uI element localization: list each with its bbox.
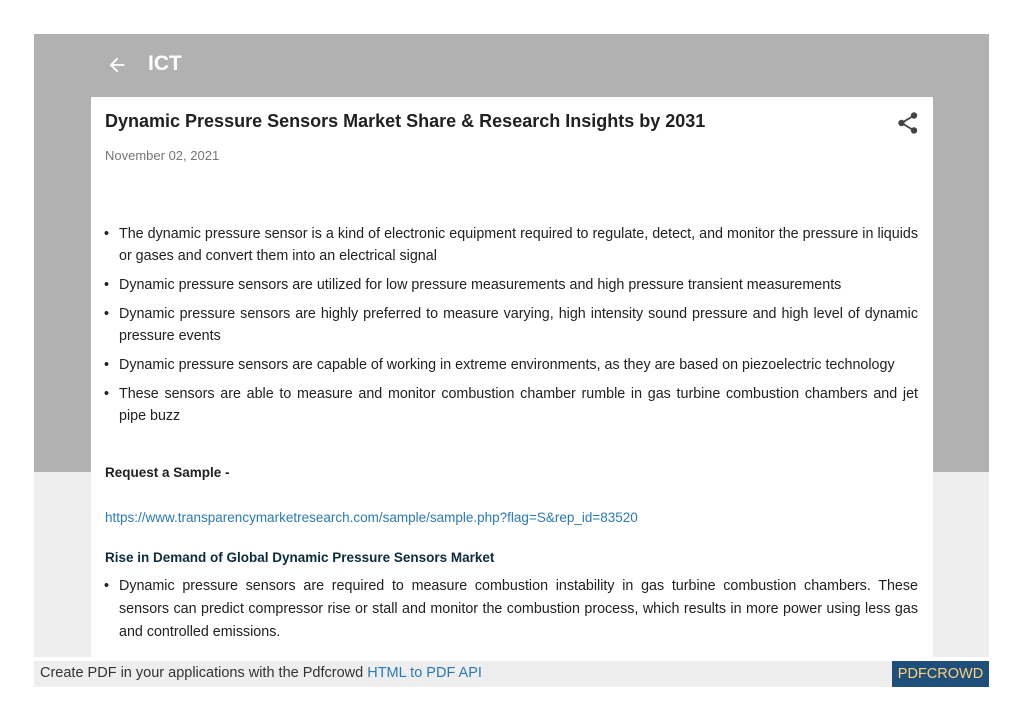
pdfcrowd-badge[interactable]: PDFCROWD [892,661,989,687]
sample-link[interactable]: https://www.transparencymarketresearch.com/sample/sample.php?flag=S&rep_id=83520 [105,510,638,525]
list-item: • Dynamic pressure sensors are utilized for low pressure measurements and high pressure transient measurements [119,274,918,296]
section-bullet-list [119,575,918,651]
footer-text [40,665,482,681]
blog-name[interactable]: ICT [148,52,182,75]
arrow-left-icon[interactable] [106,54,128,76]
page [34,34,989,657]
list-item: • Dynamic pressure sensors are required to measure combustion instability in gas turbine combustion chambers. These sensors can predict compressor rise or stall and monitor the combustion process, which results in more power using less gas and controlled emissions. [119,575,918,644]
pdf-footer [34,661,989,687]
post-card [91,97,933,657]
footer-caption: Create PDF in your applications with the Pdfcrowd [40,665,364,681]
section-heading: Rise in Demand of Global Dynamic Pressure Sensors Market [105,550,495,565]
footer-link[interactable]: HTML to PDF API [367,665,482,681]
list-item: • Dynamic pressure sensors are capable of working in extreme environments, as they are based on piezoelectric technology [119,354,918,376]
post-date: November 02, 2021 [105,148,220,163]
share-icon[interactable] [897,111,919,135]
list-item: • Dynamic pressure sensors are highly preferred to measure varying, high intensity sound pressure and high level of dynamic pressure events [119,303,918,347]
bullet-list [119,223,918,434]
request-sample-label: Request a Sample - [105,465,230,480]
list-item: • The dynamic pressure sensor is a kind of electronic equipment required to regulate, detect, and monitor the pressure in liquids or gases and convert them into an electrical signal [119,223,918,267]
post-title: Dynamic Pressure Sensors Market Share & Research Insights by 2031 [105,111,706,131]
list-item: • These sensors are able to measure and monitor combustion chamber rumble in gas turbine combustion chambers and jet pipe buzz [119,383,918,427]
